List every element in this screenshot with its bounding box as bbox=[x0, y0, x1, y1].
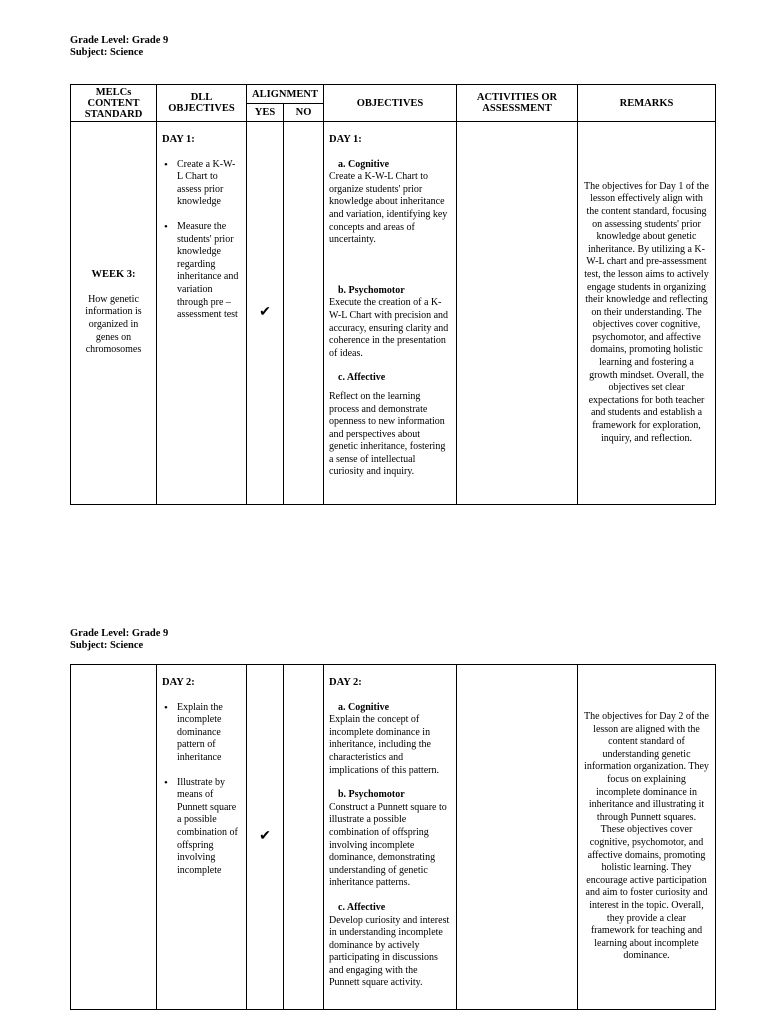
dll-objectives-cell bbox=[157, 665, 247, 1010]
week-label: WEEK 3: bbox=[91, 269, 136, 281]
no-header: NO bbox=[284, 104, 324, 122]
day2-row bbox=[71, 665, 716, 1010]
activities-header: ACTIVITIES OR ASSESSMENT bbox=[457, 85, 578, 122]
psychomotor-text: Construct a Punnett square to illustrate a possible combination of offspring involving incomplete dominance, demonstrating understanding of genetic inheritance patterns. bbox=[329, 801, 447, 889]
dll-objectives-header: DLL OBJECTIVES bbox=[157, 85, 247, 122]
psychomotor-text: Execute the creation of a K-W-L Chart with precision and accuracy, ensuring clarity and coherence in the presentation of ideas. bbox=[329, 297, 449, 359]
cognitive-text: Create a K-W-L Chart to organize students' prior knowledge about inheritance and variation, identifying key concepts and areas of uncertainty. bbox=[329, 171, 448, 246]
dll-table-day1 bbox=[70, 84, 716, 505]
checkmark-icon: ✔ bbox=[259, 304, 271, 320]
section2-header bbox=[70, 628, 168, 652]
cognitive-heading: a. Cognitive bbox=[338, 701, 390, 713]
list-item: • Measure the students' prior knowledge regarding inheritance and variation through pre – assessment test bbox=[162, 221, 240, 322]
remarks-text: The objectives for Day 1 of the lesson effectively align with the content standard, focusing on assessing students' prior knowledge about genetic inheritance. By utilizing a K-W-L chart and pre-assessment test, the lesson aims to actively engage students in organizing their knowledge and reflecting on their understanding. The objectives cover cognitive, psychomotor, and affective domains, promoting holistic learning and fostering a growth mindset. Overall, the objectives set clear expectations for both teacher and students and establish a framework for exploration, inquiry, and reflection. bbox=[584, 180, 709, 444]
cognitive-text: Explain the concept of incomplete dominance in inheritance, including the characteristics and implications of this pattern. bbox=[329, 714, 439, 776]
dll-objectives-list bbox=[162, 702, 240, 878]
alignment-yes-cell bbox=[247, 122, 284, 505]
subject-label: Subject: Science bbox=[70, 640, 144, 651]
content-standard-cell bbox=[71, 122, 157, 505]
psychomotor-heading: b. Psychomotor bbox=[338, 789, 405, 801]
objectives-day-label: DAY 1: bbox=[329, 134, 362, 145]
affective-heading: c. Affective bbox=[338, 372, 386, 384]
grade-level-label: Grade Level: Grade 9 bbox=[70, 628, 169, 639]
dll-objectives-list bbox=[162, 159, 240, 322]
affective-text: Reflect on the learning process and demonstrate openness to new information and perspectives about genetic inheritance, fostering a sense of intellectual curiosity and inquiry. bbox=[329, 390, 446, 478]
alignment-header: ALIGNMENT bbox=[247, 85, 324, 104]
alignment-no-cell bbox=[284, 122, 324, 505]
remarks-cell bbox=[578, 122, 716, 505]
dll-day-label: DAY 2: bbox=[162, 677, 195, 688]
affective-text: Develop curiosity and interest in understanding incomplete dominance by actively participating in discussions and engaging with the Punnett square activity. bbox=[329, 914, 450, 989]
activities-cell bbox=[457, 122, 578, 505]
grade-level-label: Grade Level: Grade 9 bbox=[70, 35, 169, 46]
list-item: • Create a K-W-L Chart to assess prior knowledge bbox=[162, 159, 240, 209]
alignment-yes-cell bbox=[247, 665, 284, 1010]
cognitive-heading: a. Cognitive bbox=[338, 158, 390, 170]
alignment-no-cell bbox=[284, 665, 324, 1010]
header-row bbox=[71, 85, 716, 104]
objectives-day-label: DAY 2: bbox=[329, 677, 362, 688]
objectives-cell bbox=[324, 122, 457, 505]
content-standard-cell bbox=[71, 665, 157, 1010]
activities-cell bbox=[457, 665, 578, 1010]
affective-heading: c. Affective bbox=[338, 901, 386, 913]
remarks-text: The objectives for Day 2 of the lesson are aligned with the content standard of understanding genetic information organization. They focus on explaining incomplete dominance in inheritance and illustrating it through Punnett squares. These objectives cover cognitive, psychomotor, and affective domains, promoting holistic learning. They encourage active participation and aim to foster curiosity and interest in the topic. Overall, they provide a clear framework for teaching and learning about incomplete dominance. bbox=[584, 711, 709, 962]
section1-header bbox=[70, 35, 168, 59]
checkmark-icon: ✔ bbox=[259, 828, 271, 844]
melcs-header: MELCs CONTENT STANDARD bbox=[71, 85, 157, 122]
objectives-header: OBJECTIVES bbox=[324, 85, 457, 122]
dll-objectives-cell bbox=[157, 122, 247, 505]
subject-label: Subject: Science bbox=[70, 47, 144, 58]
remarks-header: REMARKS bbox=[578, 85, 716, 122]
dll-day-label: DAY 1: bbox=[162, 134, 195, 145]
psychomotor-heading: b. Psychomotor bbox=[338, 284, 405, 296]
list-item: • Illustrate by means of Punnett square a possible combination of offspring involving incomplete bbox=[162, 777, 240, 878]
objectives-cell bbox=[324, 665, 457, 1010]
dll-table-day2 bbox=[70, 664, 716, 1010]
content-standard-text: How genetic information is organized in genes on chromosomes bbox=[85, 293, 142, 356]
list-item: • Explain the incomplete dominance pattern of inheritance bbox=[162, 702, 240, 765]
remarks-cell bbox=[578, 665, 716, 1010]
day1-row bbox=[71, 122, 716, 505]
yes-header: YES bbox=[247, 104, 284, 122]
